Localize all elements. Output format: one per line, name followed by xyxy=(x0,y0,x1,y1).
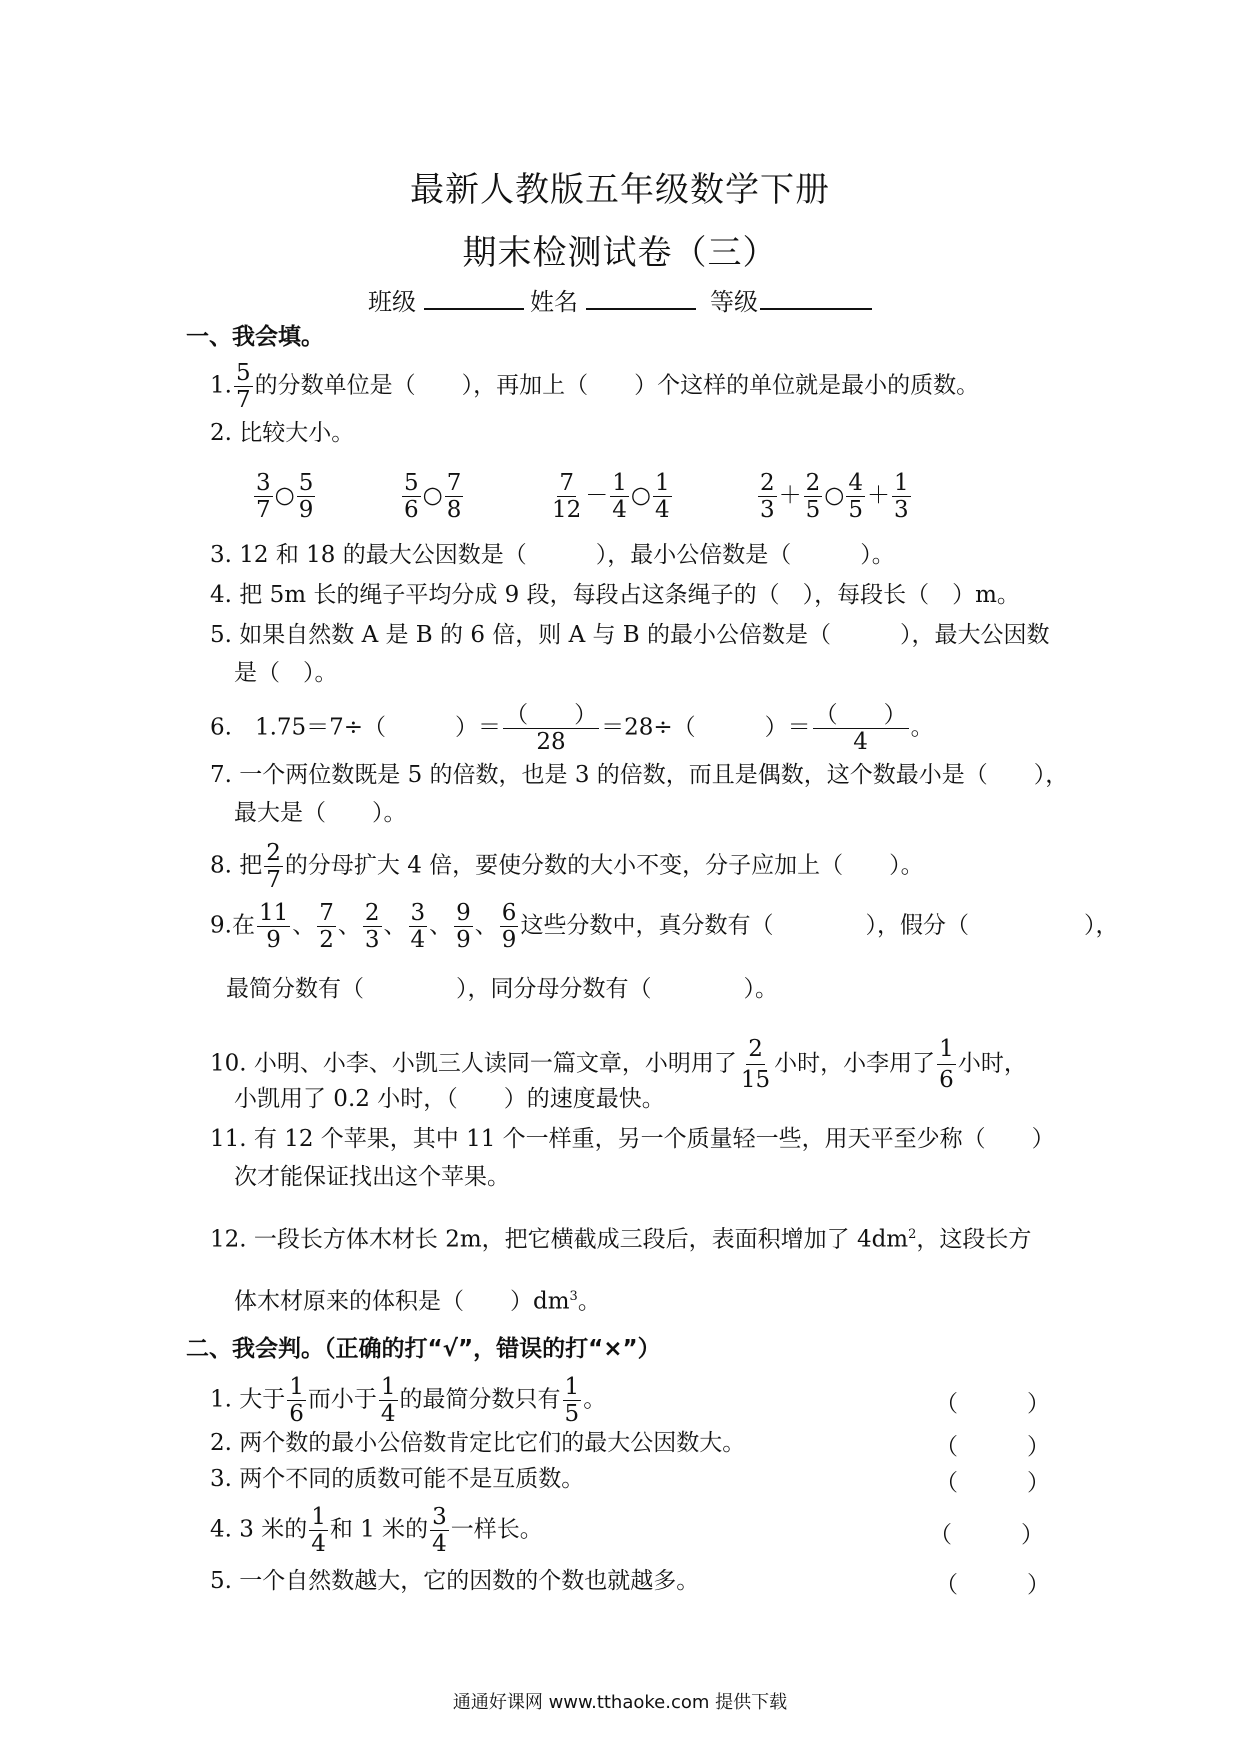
student-info xyxy=(0,282,1240,317)
name-blank xyxy=(586,286,696,310)
question-10: 10. 小明、小李、小凯三人读同一篇文章，小明用了 $\frac{2}{15}$ 小时，小李用了 $\frac{1}{6}$ 小时， xyxy=(210,1036,1027,1093)
compare-item-2: $\frac{5}{6}$ ○ $\frac{7}{8}$ xyxy=(404,470,462,523)
judge-3: 3. 两个不同的质数可能不是互质数。 xyxy=(210,1466,585,1492)
question-4: 4. 把 5m 长的绳子平均分成 9 段，每段占这条绳子的（ ），每段长（ ）m。 xyxy=(210,582,1020,608)
question-1: 1. $\frac{5}{7}$ 的分数单位是（ ），再加上（ ）个这样的单位就是最小的质数。 xyxy=(210,360,980,413)
question-9-cont: 最简分数有（ ），同分母分数有（ ）。 xyxy=(226,976,778,1002)
answer-paren-3: （ ） xyxy=(935,1470,1050,1496)
judge-5: 5. 一个自然数越大，它的因数的个数也就越多。 xyxy=(210,1568,700,1594)
question-5-cont: 是（ ）。 xyxy=(234,660,338,686)
question-12: 12. 一段长方体木材长 2m，把它横截成三段后，表面积增加了 $4dm^2$，这段长方 xyxy=(210,1226,1032,1253)
section-1-heading: 一、我会填。 xyxy=(186,324,324,350)
answer-paren-5: （ ） xyxy=(935,1572,1050,1598)
question-12-cont: 体木材原来的体积是（ ）$dm^3$。 xyxy=(234,1288,601,1315)
answer-paren-4: （ ） xyxy=(929,1522,1044,1548)
compare-item-3: $\frac{7}{12}$ － $\frac{1}{4}$ ○ $\frac{1}{4}$ xyxy=(552,470,670,523)
name-label: 姓名 xyxy=(530,288,578,316)
judge-1: 1. 大于 $\frac{1}{6}$ 而小于 $\frac{1}{4}$ 的最简分数只有 $\frac{1}{5}$ 。 xyxy=(210,1374,607,1427)
compare-circle: ○ xyxy=(630,482,651,509)
question-7-cont: 最大是（ ）。 xyxy=(234,800,407,826)
question-2: 2. 比较大小。 xyxy=(210,420,355,446)
question-8: 8. 把 $\frac{2}{7}$ 的分母扩大 4 倍，要使分数的大小不变，分子应加上（ ）。 xyxy=(210,840,924,893)
question-5: 5. 如果自然数 A 是 B 的 6 倍，则 A 与 B 的最小公倍数是（ ），最大公因数 xyxy=(210,622,1050,648)
compare-circle: ○ xyxy=(824,482,845,509)
judge-2: 2. 两个数的最小公倍数肯定比它们的最大公因数大。 xyxy=(210,1430,746,1456)
answer-paren-1: （ ） xyxy=(935,1391,1050,1417)
fraction: $\frac{5}{7}$ xyxy=(235,360,251,413)
section-2-heading: 二、我会判。（正确的打“√”，错误的打“×”） xyxy=(186,1336,661,1362)
judge-4: 4. 3 米的 $\frac{1}{4}$ 和 1 米的 $\frac{3}{4}$ 一样长。 xyxy=(210,1504,543,1557)
question-6: 6. 1.75＝7÷（ ）＝ $\frac{( )}{28}$ ＝28÷（ ）＝ $\frac{( )}{4}$ 。 xyxy=(210,702,934,755)
class-label: 班级 xyxy=(368,288,416,316)
compare-item-1: $\frac{3}{7}$ ○ $\frac{5}{9}$ xyxy=(256,470,314,523)
class-blank xyxy=(424,286,524,310)
question-11: 11. 有 12 个苹果，其中 11 个一样重，另一个质量轻一些，用天平至少称（ ） xyxy=(210,1126,1055,1152)
grade-label: 等级 xyxy=(710,288,758,316)
grade-blank xyxy=(760,286,872,310)
answer-paren-2: （ ） xyxy=(935,1434,1050,1460)
question-9: 9.在 $\frac{11}{9}$ 、 $\frac{7}{2}$ 、 $\frac{2}{3}$ 、 $\frac{3}{4}$ 、 $\frac{9}{9}$ 、 $\frac{6}{9}$ 这些分数中，真分数有（ ），假分（ ）， xyxy=(210,900,1119,953)
page-title: 最新人教版五年级数学下册 xyxy=(410,170,830,210)
compare-circle: ○ xyxy=(422,482,443,509)
question-10-cont: 小凯用了 0.2 小时，（ ）的速度最快。 xyxy=(234,1086,665,1112)
footer-download-note: 通通好课网 www.tthaoke.com 提供下载 xyxy=(452,1692,788,1713)
question-7: 7. 一个两位数既是 5 的倍数，也是 3 的倍数，而且是偶数，这个数最小是（ ）， xyxy=(210,762,1069,788)
compare-item-4: $\frac{2}{3}$ ＋ $\frac{2}{5}$ ○ $\frac{4}{5}$ ＋ $\frac{1}{3}$ xyxy=(760,470,909,523)
page-subtitle: 期末检测试卷（三） xyxy=(462,233,778,273)
compare-circle: ○ xyxy=(274,482,295,509)
question-3: 3. 12 和 18 的最大公因数是（ ），最小公倍数是（ ）。 xyxy=(210,542,895,568)
question-11-cont: 次才能保证找出这个苹果。 xyxy=(234,1164,510,1190)
